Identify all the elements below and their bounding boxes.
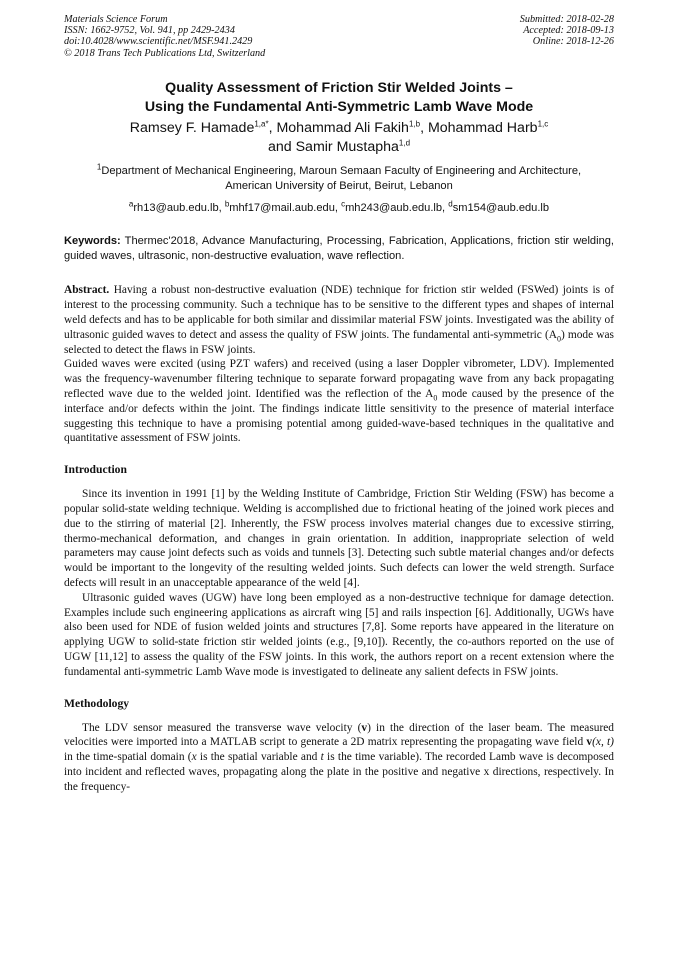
affiliation xyxy=(64,164,614,194)
abstract-subscript: 0 xyxy=(556,334,561,344)
author-separator: , xyxy=(268,119,277,136)
author-name: Mohammad Ali Fakih xyxy=(276,119,409,136)
author-separator: , xyxy=(420,119,428,136)
affiliation-text: Department of Mechanical Engineering, Maroun Semaan Faculty of Engineering and Architecture, xyxy=(101,164,582,177)
journal-issn: ISSN: 1662-9752, Vol. 941, pp 2429-2434 xyxy=(64,25,235,37)
authors-line-1 xyxy=(64,119,614,138)
methodology-text: in the time-spatial domain ( xyxy=(64,751,192,764)
introduction-paragraph-1: Since its invention in 1991 [1] by the Welding Institute of Cambridge, Friction Stir Welding (FSW) has become a popular solid-state welding technique. Welding is accomplished due to frictional heating of the joined work pieces and due to the stirring of material [2]. Inherently, the FSW process involves material changes due to excessive stirring, thermo-mechanical deformation, and changes in grain orientation. In addition, inappropriate selection of weld parameters may cause joint defects such as voids and tunnels [3]. Detecting such subtle material changes and/or defects would be important to the longevity of the resulting welded joints. Such defects can lower the weld strength. Surface defects will result in an unacceptable appearance of the weld [4]. xyxy=(64,488,614,589)
paper-page xyxy=(64,14,614,795)
date-accepted: Accepted: 2018-09-13 xyxy=(523,25,614,37)
methodology-paragraph xyxy=(64,721,614,795)
author-name: Ramsey F. Hamade xyxy=(129,119,255,136)
methodology-text: ) in the direction of the laser beam. The measured velocities were imported into a MATLAB script to generate a 2D matrix representing the propagating wave field xyxy=(64,721,614,749)
journal-info xyxy=(64,14,265,59)
title-line-1: Quality Assessment of Friction Stir Welded Joints – xyxy=(165,79,513,96)
keywords-label: Keywords: xyxy=(64,235,121,248)
journal-header xyxy=(64,14,614,59)
methodology-heading: Methodology xyxy=(64,696,130,710)
methodology-text: The LDV sensor measured the transverse wave velocity ( xyxy=(82,721,362,734)
author-affil-sup: 1,d xyxy=(398,138,411,148)
journal-doi: doi:10.4028/www.scientific.net/MSF.941.2429 xyxy=(64,36,253,48)
spatial-variable: x xyxy=(191,751,197,764)
title-line-2: Using the Fundamental Anti-Symmetric Lamb Wave Mode xyxy=(144,98,534,115)
methodology-text: is the time variable). The recorded Lamb wave is decomposed into incident and reflected waves, propagating along the plate in the positive and negative x directions, respectively. In the frequency- xyxy=(64,751,614,793)
submission-dates xyxy=(520,14,614,59)
date-submitted: Submitted: 2018-02-28 xyxy=(519,14,614,25)
affiliation-line-2: American University of Beirut, Beirut, Lebanon xyxy=(225,179,453,192)
author-name: Mohammad Harb xyxy=(427,119,538,136)
journal-name: Materials Science Forum xyxy=(64,14,168,25)
abstract-text: Having a robust non-destructive evaluation (NDE) technique for friction stir welded (FSWed) joints is of interest to the processing community. Such a technique has to be sensitive to the different types and shapes of internal weld defects and has to be applicable for both similar and dissimilar material FSW joints. Investigated was the ability of ultrasonic guided waves to detect and assess the quality of FSW joints. The fundamental anti-symmetric (A xyxy=(64,284,614,341)
abstract-text: ) mode was selected to detect the flaws in FSW joints. xyxy=(64,328,614,356)
author-affil-sup: 1,a* xyxy=(254,119,269,129)
author-list xyxy=(64,119,614,157)
methodology-text: is the spatial variable and xyxy=(196,751,321,764)
email-sup: b xyxy=(224,199,230,209)
abstract-text: Guided waves were excited (using PZT wafers) and received (using a laser Doppler vibrometer, LDV). Implemented was the frequency-wavenumber filtering technique to separate forward propagating wave from any back propagating reflected wave due to the welded joint. Identified was the reflection of the A xyxy=(64,358,614,400)
email-address: mhf17@mail.aub.edu, xyxy=(229,202,342,215)
authors-line-2 xyxy=(64,138,614,157)
email-sup: a xyxy=(128,199,134,209)
abstract-paragraph-2 xyxy=(64,357,614,446)
affiliation-line-1 xyxy=(64,164,614,179)
abstract xyxy=(64,283,614,446)
email-address: rh13@aub.edu.lb, xyxy=(133,202,225,215)
email-sup: d xyxy=(448,199,453,209)
author-conjunction: and xyxy=(267,138,296,155)
time-variable: t xyxy=(320,751,324,764)
velocity-symbol: v xyxy=(361,721,368,734)
date-online: Online: 2018-12-26 xyxy=(532,36,614,48)
author-affil-sup: 1,c xyxy=(537,119,549,129)
author-affil-sup: 1,b xyxy=(408,119,421,129)
velocity-symbol: v xyxy=(586,736,593,749)
introduction-heading: Introduction xyxy=(64,463,127,477)
abstract-subscript: 0 xyxy=(433,393,438,403)
abstract-paragraph-1 xyxy=(64,283,614,357)
author-emails xyxy=(64,201,614,216)
email-address: sm154@aub.edu.lb xyxy=(452,202,550,215)
keywords-text: Thermec'2018, Advance Manufacturing, Processing, Fabrication, Applications, friction stir welding, guided waves, ultrasonic, non-destructive evaluation, wave reflection. xyxy=(64,235,614,262)
introduction-paragraph-2: Ultrasonic guided waves (UGW) have long been employed as a non-destructive technique for damage detection. Examples include such engineering applications as aircraft wing [5] and rails inspection [6]. Additionally, UGWs have also been used for NDE of fusion welded joints and structures [7,8]. Some reports have appeared in the literature on applying UGW to solid-state friction stir welded joints (e.g., [9,10]). Recently, the co-authors reported on the use of UGW [11,12] to assess the quality of the FSW joints. In this work, the authors report on a recent extension where the fundamental anti-symmetric Lamb Wave mode is investigated to delineate any salient defects in FSW joints. xyxy=(64,591,614,678)
affiliation-sup: 1 xyxy=(96,162,102,172)
keywords xyxy=(64,234,614,263)
abstract-text: mode caused by the presence of the interface and/or defects within the joint. The findings indicate little sensitivity to the presence of material interface suggesting this technique to have a promising potential among guided-wave-based techniques in the qualitative and quantitative assessment of FSW joints. xyxy=(64,387,615,445)
email-address: mh243@aub.edu.lb, xyxy=(345,202,449,215)
abstract-label: Abstract. xyxy=(64,284,110,297)
journal-copyright: © 2018 Trans Tech Publications Ltd, Switzerland xyxy=(64,47,266,59)
paper-title xyxy=(64,79,614,117)
wave-field-args: (x, t) xyxy=(592,736,614,749)
author-name: Samir Mustapha xyxy=(295,138,399,155)
email-sup: c xyxy=(341,199,346,209)
